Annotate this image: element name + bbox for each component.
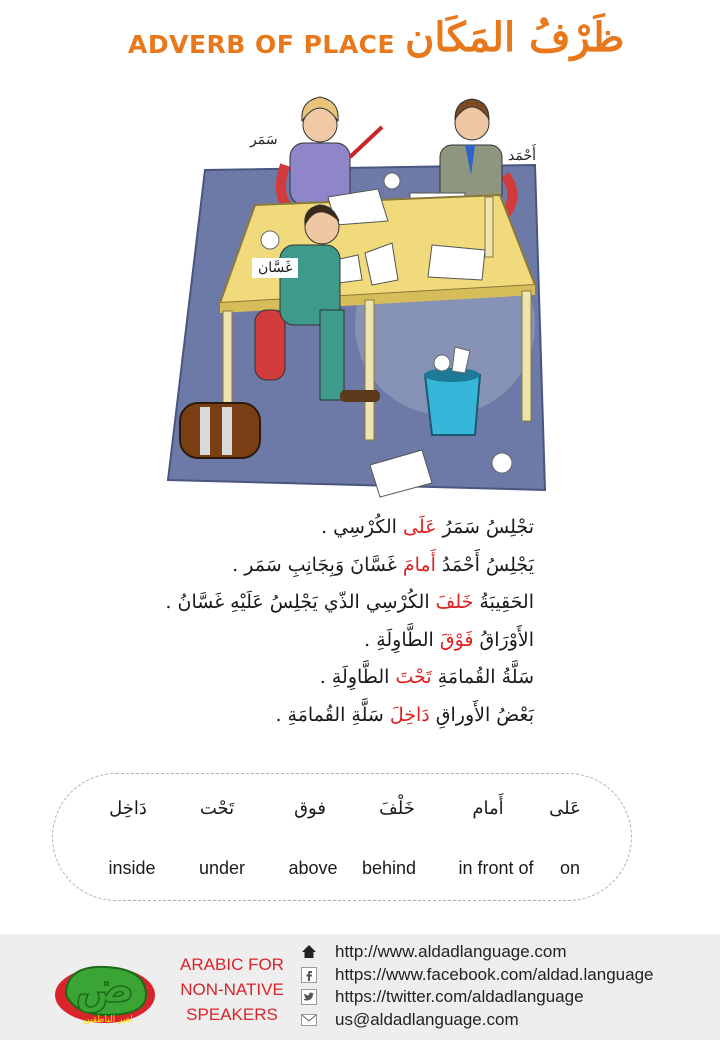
adverb-highlight: دَاخِلَ [389, 703, 430, 726]
adverb-highlight: خَلفَ [435, 591, 474, 613]
sentence: يَجْلِسُ أَحْمَدُ أَمامَ غَسَّانَ وَبِجَانِبِ سَمَر . [232, 553, 534, 576]
sentence: بَعْضُ الأَوراقِ دَاخِلَ سَلَّةِ القُمامَةِ . [275, 703, 534, 726]
vocab-english: above [288, 858, 338, 878]
vocab-arabic: عَلى [549, 798, 581, 819]
sentence: تجْلِسُ سَمَرُ عَلَى الكُرْسِي . [321, 516, 534, 538]
title-arabic: ظَرْفُ المَكَان [405, 14, 625, 61]
home-icon [300, 943, 318, 961]
vocab-arabic: خَلْفَ [379, 798, 415, 819]
contact-text[interactable]: http://www.aldadlanguage.com [335, 942, 567, 961]
logo-caption: لغير الناطقين [83, 1015, 133, 1025]
adverb-highlight: عَلَى [402, 516, 437, 538]
vocab-arabic: أَمام [472, 798, 504, 819]
contact-text[interactable]: https://twitter.com/aldadlanguage [335, 987, 584, 1006]
vocab-english: on [559, 858, 581, 878]
vocab-english: inside [108, 858, 156, 878]
adverb-highlight: تَحْتَ [395, 666, 432, 688]
sentence: الحَقِيبَةُ خَلفَ الكُرْسِي الذّي يَجْلِسُ عَلَيْهِ غَسَّانُ . [165, 591, 534, 613]
sentence: الأَوْرَاقُ فَوْقَ الطَّاوِلَةِ . [364, 628, 534, 651]
office-illustration [160, 85, 560, 505]
contact-text[interactable]: https://www.facebook.com/aldad.language [335, 965, 654, 984]
vocabulary-box [52, 773, 632, 901]
vocab-english: under [198, 858, 246, 878]
name-label-ahmad: أَحْمَد [508, 148, 536, 164]
mail-icon [300, 1011, 318, 1029]
sentence: سَلَّةُ القُمامَةِ تَحْتَ الطَّاوِلَةِ . [319, 666, 534, 688]
brand-tagline: ARABIC FOR NON-NATIVE SPEAKERS [180, 955, 284, 1024]
logo-letter: ض [75, 962, 135, 1013]
name-label-ghassan: غَسَّان [252, 258, 298, 278]
adverb-highlight: فَوْقَ [439, 628, 474, 651]
bag [180, 403, 260, 458]
twitter-icon [300, 988, 318, 1006]
contact-email[interactable] [300, 1009, 710, 1031]
aldad-logo [48, 940, 163, 1035]
contact-facebook[interactable] [300, 964, 710, 986]
vocab-english: in front of [458, 858, 534, 878]
title-english: ADVERB OF PLACE [128, 30, 396, 59]
vocab-english: behind [361, 858, 417, 878]
vocab-arabic: دَاخِل [109, 798, 147, 819]
chair [255, 310, 285, 380]
adverb-highlight: أَمامَ [402, 553, 436, 576]
contact-twitter[interactable] [300, 986, 710, 1008]
contact-text[interactable]: us@aldadlanguage.com [335, 1010, 519, 1029]
sentence-list [134, 512, 534, 737]
vocab-arabic: فوق [294, 798, 326, 819]
vocab-arabic: تَحْت [199, 798, 235, 819]
name-label-samar: سَمَر [250, 132, 278, 148]
facebook-icon [300, 966, 318, 984]
contact-website[interactable] [300, 941, 710, 963]
